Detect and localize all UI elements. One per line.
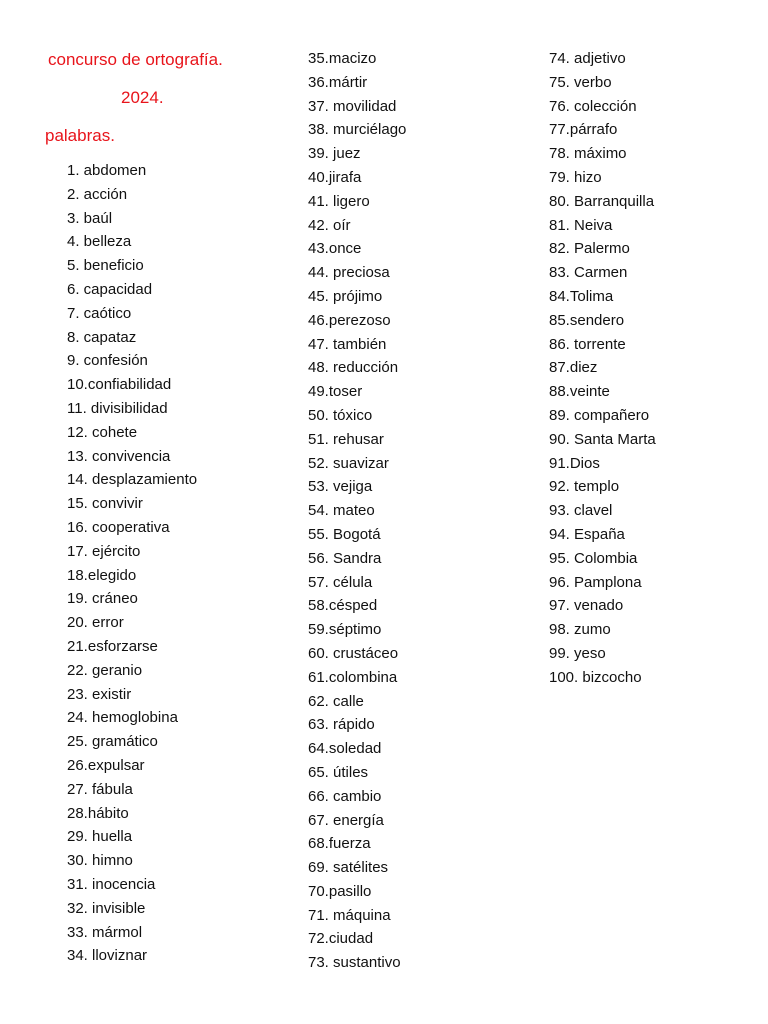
word-list-item: 24. hemoglobina	[67, 709, 178, 727]
word-list-item: 71. máquina	[308, 906, 391, 924]
word-list-item: 61.colombina	[308, 668, 398, 686]
word-list-item: 33. mármol	[67, 923, 143, 941]
word-list-item: 28.hábito	[67, 804, 129, 822]
contest-title: concurso de ortografía.	[48, 50, 223, 69]
word-list-item: 57. célula	[308, 573, 373, 591]
word-list-item: 69. satélites	[308, 859, 389, 877]
word-list-item: 90. Santa Marta	[549, 430, 656, 448]
word-list-item: 2. acción	[67, 185, 128, 203]
word-list-item: 43.once	[308, 240, 362, 258]
word-list-item: 44. preciosa	[308, 264, 390, 282]
word-list-item: 47. también	[308, 335, 387, 353]
word-list-item: 96. Pamplona	[549, 573, 642, 591]
word-list-item: 94. España	[549, 525, 625, 543]
word-list-item: 63. rápido	[308, 716, 375, 734]
word-list-item: 27. fábula	[67, 780, 133, 798]
word-list-item: 36.mártir	[308, 73, 368, 91]
word-list-item: 11. divisibilidad	[67, 399, 168, 417]
word-list-item: 66. cambio	[308, 787, 382, 805]
word-list-item: 45. prójimo	[308, 287, 383, 305]
word-list-item: 73. sustantivo	[308, 954, 401, 972]
word-list-item: 16. cooperativa	[67, 518, 170, 536]
word-list-item: 97. venado	[549, 597, 624, 615]
word-list-item: 87.diez	[549, 359, 598, 377]
word-list-item: 14. desplazamiento	[67, 471, 198, 489]
word-list-item: 32. invisible	[67, 899, 146, 917]
word-list-item: 40.jirafa	[308, 168, 362, 186]
word-list-item: 91.Dios	[549, 454, 600, 472]
word-list-item: 72.ciudad	[308, 930, 374, 948]
word-list-item: 8. capataz	[67, 328, 137, 346]
word-list-item: 30. himno	[67, 852, 133, 870]
word-list-item: 38. murciélago	[308, 121, 407, 139]
word-list-item: 20. error	[67, 614, 124, 632]
word-list-item: 31. inocencia	[67, 875, 156, 893]
word-list-item: 49.toser	[308, 383, 363, 401]
word-list-item: 85.sendero	[549, 311, 625, 329]
word-list-item: 77.párrafo	[549, 121, 618, 139]
word-list-item: 99. yeso	[549, 644, 606, 662]
contest-year: 2024.	[121, 88, 164, 107]
word-list-item: 98. zumo	[549, 621, 611, 639]
words-heading: palabras.	[45, 126, 115, 145]
word-list-item: 74. adjetivo	[549, 50, 626, 67]
word-list-item: 26.expulsar	[67, 756, 145, 774]
word-list-item: 4. belleza	[67, 233, 132, 251]
word-list-item: 25. gramático	[67, 733, 158, 751]
word-list-item: 17. ejército	[67, 542, 141, 560]
word-list-item: 100. bizcocho	[549, 668, 642, 686]
word-list-item: 84.Tolima	[549, 287, 614, 305]
word-list-item: 21.esforzarse	[67, 637, 158, 655]
word-list-item: 50. tóxico	[308, 406, 373, 424]
word-list-item: 35.macizo	[308, 50, 377, 67]
word-list-item: 68.fuerza	[308, 835, 371, 853]
word-list-item: 80. Barranquilla	[549, 192, 655, 210]
word-list-item: 19. cráneo	[67, 590, 138, 608]
word-list-item: 13. convivencia	[67, 447, 171, 465]
word-list-item: 7. caótico	[67, 304, 132, 322]
word-list-item: 95. Colombia	[549, 549, 638, 567]
word-list-item: 59.séptimo	[308, 621, 382, 639]
word-list-item: 39. juez	[308, 145, 361, 163]
word-list-item: 62. calle	[308, 692, 364, 710]
word-list-item: 51. rehusar	[308, 430, 384, 448]
word-list-column-3	[549, 49, 656, 692]
word-list-item: 46.perezoso	[308, 311, 391, 329]
word-list-item: 22. geranio	[67, 661, 143, 679]
word-list-item: 12. cohete	[67, 423, 138, 441]
word-list-item: 52. suavizar	[308, 454, 389, 472]
word-list-item: 15. convivir	[67, 495, 143, 513]
word-list-item: 1. abdomen	[67, 162, 147, 179]
word-list-item: 65. útiles	[308, 763, 369, 781]
word-list-item: 75. verbo	[549, 73, 612, 91]
word-list-item: 86. torrente	[549, 335, 626, 353]
word-list-item: 64.soledad	[308, 740, 382, 758]
word-list-item: 48. reducción	[308, 359, 399, 377]
word-list-column-1	[67, 161, 197, 970]
word-list-item: 78. máximo	[549, 145, 627, 163]
word-list-item: 93. clavel	[549, 502, 613, 520]
word-list-item: 18.elegido	[67, 566, 137, 584]
word-list-item: 6. capacidad	[67, 280, 153, 298]
word-list-item: 5. beneficio	[67, 257, 144, 275]
word-list-item: 29. huella	[67, 828, 133, 846]
word-list-item: 76. colección	[549, 97, 637, 115]
word-list-item: 37. movilidad	[308, 97, 397, 115]
word-list-item: 82. Palermo	[549, 240, 630, 258]
word-list-item: 79. hizo	[549, 168, 602, 186]
word-list-item: 88.veinte	[549, 383, 610, 401]
word-list-column-2	[308, 49, 406, 977]
word-list-item: 10.confiabilidad	[67, 376, 172, 394]
word-list-item: 53. vejiga	[308, 478, 373, 496]
word-list-item: 9. confesión	[67, 352, 148, 370]
word-list-item: 83. Carmen	[549, 264, 628, 282]
word-list-item: 89. compañero	[549, 406, 650, 424]
word-list-item: 34. lloviznar	[67, 947, 148, 965]
word-list-item: 54. mateo	[308, 502, 375, 520]
word-list-item: 56. Sandra	[308, 549, 382, 567]
word-list-item: 55. Bogotá	[308, 525, 381, 543]
word-list-item: 23. existir	[67, 685, 132, 703]
word-list-item: 81. Neiva	[549, 216, 613, 234]
word-list-item: 67. energía	[308, 811, 384, 829]
word-list-item: 60. crustáceo	[308, 644, 399, 662]
word-list-item: 41. ligero	[308, 192, 370, 210]
word-list-item: 58.césped	[308, 597, 378, 615]
word-list-item: 42. oír	[308, 216, 351, 234]
word-list-item: 92. templo	[549, 478, 620, 496]
word-list-item: 70.pasillo	[308, 882, 372, 900]
word-list-item: 3. baúl	[67, 209, 113, 227]
